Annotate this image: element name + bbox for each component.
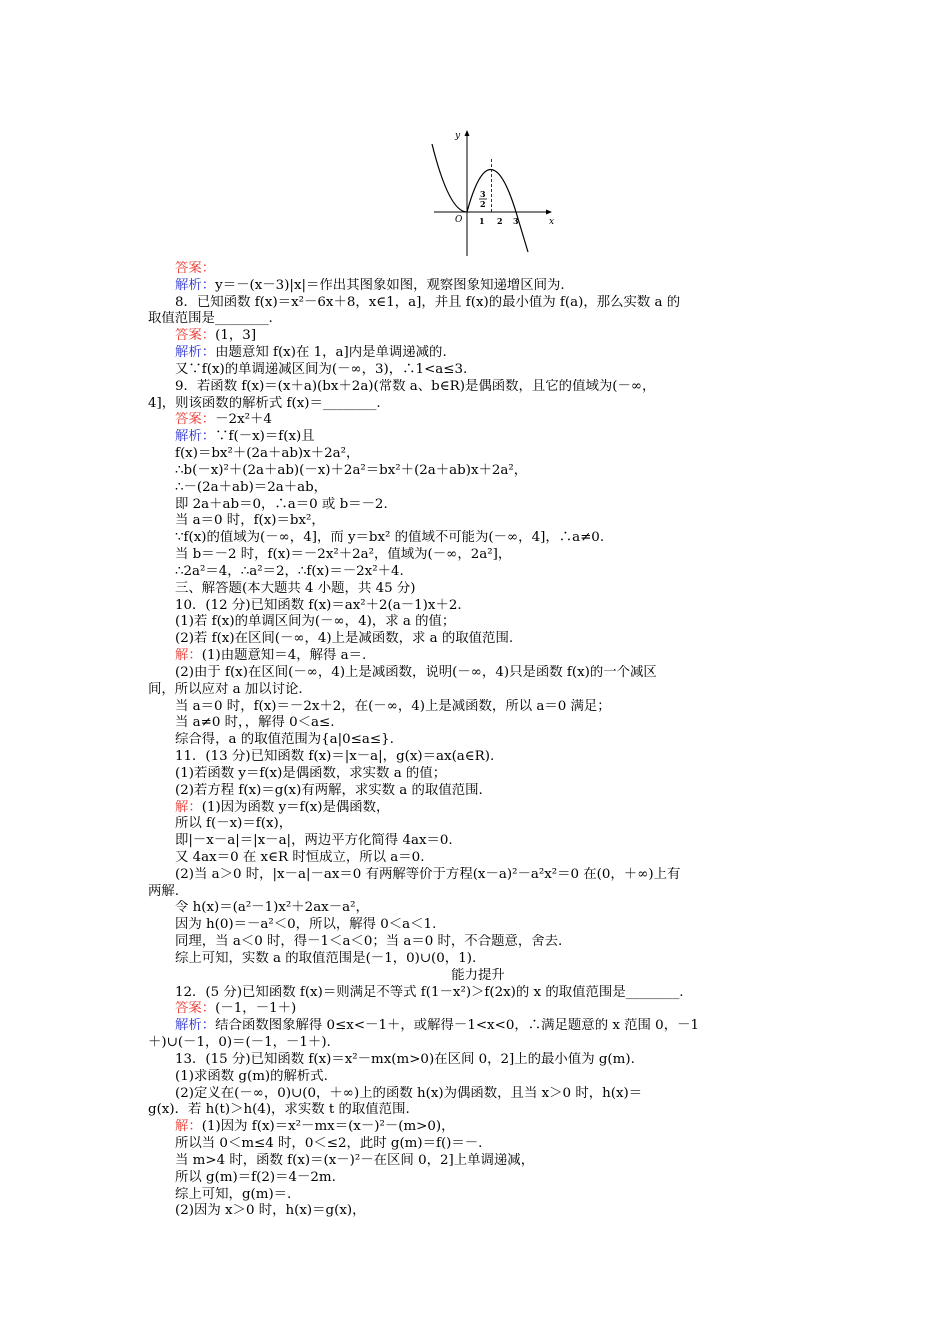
text-line bbox=[148, 833, 808, 850]
text-line bbox=[148, 446, 808, 463]
line-text: 10．(12 分)已知函数 f(x)＝ax²＋2(a－1)x＋2. bbox=[175, 597, 462, 613]
line-text: (1)若 f(x)的单调区间为(－∞，4)，求 a 的值； bbox=[175, 614, 456, 630]
explanation-label: 解析： bbox=[175, 1018, 216, 1034]
text-line bbox=[148, 732, 808, 749]
line-text: ∵f(x)的值域为(－∞，4]，而 y＝bx² 的值域不可能为(－∞，4]，∴a≠0. bbox=[175, 530, 605, 546]
text-line bbox=[148, 783, 808, 800]
answer-label: 答案： bbox=[175, 1001, 216, 1017]
line-text: 11．(13 分)已知函数 f(x)＝|x－a|，g(x)＝ax(a∈R). bbox=[175, 749, 495, 765]
text-line bbox=[148, 682, 808, 699]
text-line bbox=[148, 1035, 808, 1052]
text-line bbox=[148, 816, 808, 833]
line-text: (1，3] bbox=[215, 328, 257, 344]
line-text: 又∵f(x)的单调递减区间为(－∞，3)，∴1<a≤3. bbox=[175, 361, 468, 377]
text-line bbox=[148, 295, 808, 312]
line-text: g(x)．若 h(t)＞h(4)，求实数 t 的取值范围. bbox=[148, 1102, 410, 1118]
line-text: (2)定义在(－∞，0)∪(0，＋∞)上的函数 h(x)为偶函数，且当 x＞0 时，h(x)＝ bbox=[175, 1085, 643, 1101]
explanation-label: 解析： bbox=[175, 345, 216, 361]
text-line bbox=[148, 1086, 808, 1103]
text-line bbox=[148, 429, 808, 446]
line-text: 综上可知，实数 a 的取值范围是(－1，0)∪(0，1). bbox=[175, 950, 477, 966]
line-text: 三、解答题(本大题共 4 小题，共 45 分) bbox=[175, 580, 416, 596]
line-text: (2)因为 x＞0 时，h(x)＝g(x)， bbox=[175, 1203, 366, 1219]
line-text: 因为 h(0)＝－a²＜0，所以，解得 0＜a＜1. bbox=[175, 917, 437, 933]
text-line bbox=[148, 1170, 808, 1187]
line-text: 12．(5 分)已知函数 f(x)＝则满足不等式 f(1－x²)＞f(2x)的 x 的取值范围是________. bbox=[175, 984, 684, 1000]
line-text: (1)求函数 g(m)的解析式. bbox=[175, 1068, 328, 1084]
text-line bbox=[148, 362, 808, 379]
line-text: (1)因为函数 y＝f(x)是偶函数， bbox=[201, 799, 390, 815]
line-text: 9．若函数 f(x)＝(x＋a)(bx＋2a)(常数 a、b∈R)是偶函数，且它的值域为(－∞， bbox=[175, 378, 656, 394]
answer-label: 答案： bbox=[175, 261, 216, 276]
x-tick-label-2: 2 bbox=[497, 216, 503, 226]
text-line bbox=[148, 934, 808, 951]
text-line bbox=[148, 985, 808, 1002]
y-axis-arrow bbox=[465, 130, 470, 136]
text-line bbox=[148, 1001, 808, 1018]
line-text: 所以 g(m)＝f(2)＝4－2m. bbox=[175, 1169, 336, 1185]
text-line bbox=[148, 766, 808, 783]
text-line bbox=[148, 884, 808, 901]
origin-label: O bbox=[455, 215, 463, 225]
line-text: 当 a≠0 时，，解得 0＜a≤. bbox=[175, 715, 335, 731]
line-text: 8．已知函数 f(x)＝x²－6x＋8，x∈1，a]，并且 f(x)的最小值为 f(a)，那么实数 a 的 bbox=[175, 294, 681, 310]
text-line bbox=[148, 530, 808, 547]
line-text: 能力提升 bbox=[451, 967, 505, 983]
peak-label-numerator: 3 bbox=[480, 189, 486, 199]
line-text: 当 b＝－2 时，f(x)＝－2x²＋2a²，值域为(－∞，2a²]， bbox=[175, 547, 512, 563]
text-line bbox=[148, 345, 808, 362]
line-text: 综上可知，g(m)＝. bbox=[175, 1186, 292, 1202]
answer-label: 解： bbox=[175, 648, 202, 664]
line-text: 13．(15 分)已知函数 f(x)＝x²－mx(m>0)在区间 0，2]上的最小值为 g(m). bbox=[175, 1051, 635, 1067]
answer-label: 答案： bbox=[175, 328, 216, 344]
text-line bbox=[148, 1153, 808, 1170]
function-graph-figure bbox=[426, 126, 562, 260]
text-line bbox=[148, 850, 808, 867]
y-axis-label: y bbox=[455, 131, 461, 141]
line-text: 综合得，a 的取值范围为{a|0≤a≤}. bbox=[175, 732, 394, 748]
line-text: ∴b(－x)²＋(2a＋ab)(－x)＋2a²＝bx²＋(2a＋ab)x＋2a²， bbox=[175, 462, 528, 478]
section-heading bbox=[148, 968, 808, 985]
answer-label: 解： bbox=[175, 1119, 202, 1135]
line-text: 由题意知 f(x)在 1，a]内是单调递减的. bbox=[215, 345, 447, 361]
line-text: 取值范围是________. bbox=[148, 311, 273, 327]
x-axis-arrow bbox=[546, 210, 552, 215]
x-axis-label: x bbox=[549, 217, 555, 227]
text-line bbox=[148, 278, 808, 295]
line-text: 间，所以应对 a 加以讨论. bbox=[148, 681, 303, 697]
line-text: ∴2a²＝4，∴a²＝2，∴f(x)＝－2x²＋4. bbox=[175, 563, 404, 579]
text-line bbox=[148, 1069, 808, 1086]
text-line bbox=[148, 867, 808, 884]
line-text: 两解. bbox=[148, 883, 180, 899]
text-line bbox=[148, 261, 808, 278]
text-line bbox=[148, 1102, 808, 1119]
line-text: 结合函数图象解得 0≤x<－1＋，或解得－1<x<0，∴满足题意的 x 范围 0，－1 bbox=[215, 1018, 700, 1034]
text-line bbox=[148, 1052, 808, 1069]
line-text: f(x)＝bx²＋(2a＋ab)x＋2a²， bbox=[175, 446, 360, 462]
x-tick-label-1: 1 bbox=[479, 216, 485, 226]
text-line bbox=[148, 412, 808, 429]
line-text: (2)若方程 f(x)＝g(x)有两解，求实数 a 的取值范围. bbox=[175, 782, 483, 798]
line-text: 所以当 0＜m≤4 时，0＜≤2，此时 g(m)＝f()＝－. bbox=[175, 1136, 483, 1152]
line-text: ∵f(－x)＝f(x)且 bbox=[215, 429, 315, 445]
document-body bbox=[148, 261, 808, 1220]
text-line bbox=[148, 614, 808, 631]
line-text: 当 a＝0 时，f(x)＝bx²， bbox=[175, 513, 325, 529]
text-line bbox=[148, 311, 808, 328]
text-line bbox=[148, 379, 808, 396]
text-line bbox=[148, 1119, 808, 1136]
x-tick-label-3: 3 bbox=[513, 216, 519, 226]
text-line bbox=[148, 917, 808, 934]
explanation-label: 解析： bbox=[175, 277, 216, 293]
line-text: (1)若函数 y＝f(x)是偶函数，求实数 a 的值； bbox=[175, 765, 447, 781]
line-text: ∴－(2a＋ab)＝2a＋ab， bbox=[175, 479, 328, 495]
line-text: (2)若 f(x)在区间(－∞，4)上是减函数，求 a 的取值范围. bbox=[175, 631, 514, 647]
text-line bbox=[148, 1187, 808, 1204]
text-line bbox=[148, 631, 808, 648]
text-line bbox=[148, 1136, 808, 1153]
text-line bbox=[148, 749, 808, 766]
line-text: 所以 f(－x)＝f(x)， bbox=[175, 816, 293, 832]
text-line bbox=[148, 951, 808, 968]
line-text: 当 m>4 时，函数 f(x)＝(x－)²－在区间 0，2]上单调递减， bbox=[175, 1152, 535, 1168]
text-line bbox=[148, 900, 808, 917]
text-line bbox=[148, 497, 808, 514]
text-line bbox=[148, 1203, 808, 1220]
line-text: y＝－(x－3)|x|＝作出其图象如图，观察图象知递增区间为. bbox=[215, 277, 565, 293]
text-line bbox=[148, 665, 808, 682]
line-text: 即 2a＋ab＝0，∴a＝0 或 b＝－2. bbox=[175, 496, 388, 512]
text-line bbox=[148, 396, 808, 413]
text-line bbox=[148, 581, 808, 598]
text-line bbox=[148, 800, 808, 817]
explanation-label: 解析： bbox=[175, 429, 216, 445]
line-text: 当 a＝0 时，f(x)＝－2x＋2，在(－∞，4)上是减函数，所以 a＝0 满足； bbox=[175, 698, 611, 714]
text-line bbox=[148, 513, 808, 530]
text-line bbox=[148, 547, 808, 564]
text-line bbox=[148, 328, 808, 345]
line-text: 同理，当 a＜0 时，得－1＜a＜0；当 a＝0 时，不合题意，舍去. bbox=[175, 934, 563, 950]
text-line bbox=[148, 648, 808, 665]
text-line bbox=[148, 480, 808, 497]
text-line bbox=[148, 1018, 808, 1035]
line-text: ＋)∪(－1，0)＝(－1，－1＋). bbox=[148, 1035, 331, 1051]
text-line bbox=[148, 598, 808, 615]
text-line bbox=[148, 699, 808, 716]
text-line bbox=[148, 715, 808, 732]
answer-label: 答案： bbox=[175, 412, 216, 428]
line-text: (1)由题意知＝4，解得 a＝. bbox=[201, 648, 367, 664]
text-line bbox=[148, 564, 808, 581]
peak-label-denominator: 2 bbox=[480, 199, 486, 209]
line-text: 4]，则该函数的解析式 f(x)＝________. bbox=[148, 395, 381, 411]
line-text: (－1，－1＋) bbox=[215, 1001, 297, 1017]
text-line bbox=[148, 463, 808, 480]
line-text: 令 h(x)＝(a²－1)x²＋2ax－a²， bbox=[175, 900, 369, 916]
line-text: －2x²＋4 bbox=[215, 412, 272, 428]
line-text: (2)由于 f(x)在区间(－∞，4)上是减函数，说明(－∞，4)只是函数 f(x)的一个减区 bbox=[175, 664, 657, 680]
line-text: (2)当 a＞0 时，|x－a|－ax＝0 有两解等价于方程(x－a)²－a²x²＝0 在(0，＋∞)上有 bbox=[175, 866, 681, 882]
line-text: (1)因为 f(x)＝x²－mx＝(x－)²－(m>0)， bbox=[201, 1119, 455, 1135]
line-text: 即|－x－a|＝|x－a|，两边平方化简得 4ax＝0. bbox=[175, 833, 453, 849]
line-text: 又 4ax＝0 在 x∈R 时恒成立，所以 a＝0. bbox=[175, 849, 425, 865]
answer-label: 解： bbox=[175, 799, 202, 815]
